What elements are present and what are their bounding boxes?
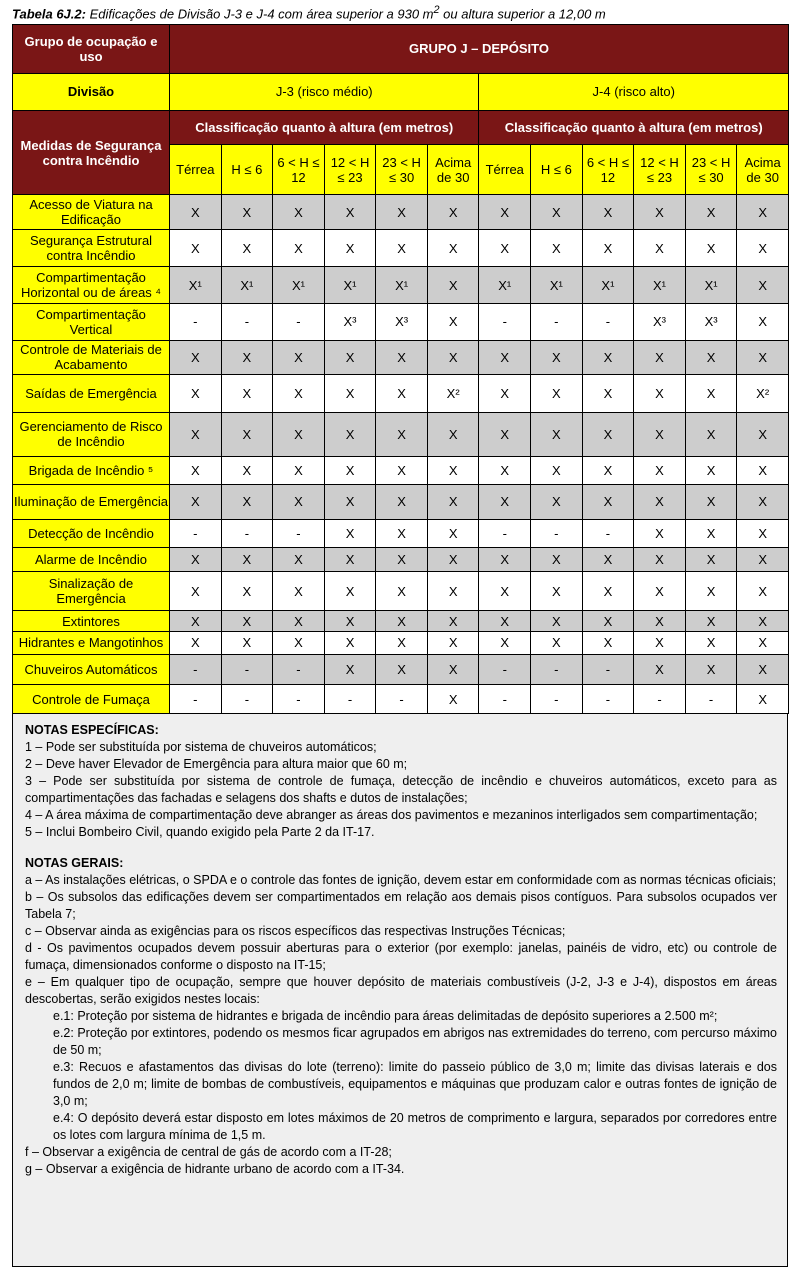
requirement-cell: X [273,484,325,520]
requirement-cell: X [737,457,789,484]
ocupacao-header: Grupo de ocupação e uso [13,25,170,74]
classificacao-header-j4: Classificação quanto à altura (em metros) [479,111,789,144]
requirement-cell: X [582,631,634,654]
table-row [13,340,789,375]
requirement-cell: - [221,304,273,341]
nota-geral-g: g – Observar a exigência de hidrante urbano de acordo com a IT-34. [25,1162,405,1176]
table-row [13,548,789,571]
requirement-cell: X [685,195,737,230]
height-header: 12 < H ≤ 23 [324,144,376,195]
requirement-cell: X [582,611,634,631]
grupo-header: GRUPO J – DEPÓSITO [170,25,789,74]
requirement-cell: X [273,571,325,611]
requirement-cell: X [324,548,376,571]
requirement-cell: X¹ [376,267,428,304]
requirement-cell: X [170,375,222,413]
requirement-cell: X [634,412,686,457]
requirement-cell: X [273,457,325,484]
requirement-cell: X [273,229,325,267]
requirement-cell: X [634,571,686,611]
requirement-cell: X [376,611,428,631]
requirement-cell: X [376,548,428,571]
row-label: Alarme de Incêndio [13,548,170,571]
height-header: 12 < H ≤ 23 [634,144,686,195]
row-label: Iluminação de Emergência [13,484,170,520]
requirement-cell: - [479,654,531,684]
requirement-cell: X [737,340,789,375]
notes-panel [12,714,788,1267]
requirement-cell: X [737,304,789,341]
requirement-cell: X [427,340,479,375]
row-label: Gerenciamento de Risco de Incêndio [13,412,170,457]
row-label: Compartimentação Vertical [13,304,170,341]
requirement-cell: X [273,412,325,457]
requirement-cell: - [273,654,325,684]
requirement-cell: X [634,195,686,230]
requirement-cell: - [221,654,273,684]
requirement-cell: X [273,611,325,631]
requirement-cell: X [582,548,634,571]
requirement-cell: X [685,457,737,484]
requirement-cell: X [582,340,634,375]
requirement-cell: X [324,484,376,520]
table-row [13,375,789,413]
nota-geral-c: c – Observar ainda as exigências para os riscos específicos das respectivas Instruções Técnicas; [25,924,566,938]
requirement-cell: X [376,520,428,548]
requirement-cell: X [324,571,376,611]
requirement-cell: X [685,631,737,654]
table-row [13,484,789,520]
requirement-cell: X [427,631,479,654]
requirement-cell: X [634,520,686,548]
requirement-cell: X [273,548,325,571]
requirement-cell: X [634,484,686,520]
requirement-cell: X [737,412,789,457]
requirement-cell: X [634,548,686,571]
height-header: Acima de 30 [737,144,789,195]
requirement-cell: X [221,457,273,484]
nota-geral-a: a – As instalações elétricas, o SPDA e o controle das fontes de ignição, devem estar em conformidade com as normas técnicas oficiais; [25,873,777,887]
requirement-cell: - [685,685,737,714]
requirement-cell: X [634,654,686,684]
requirement-cell: X [531,611,583,631]
table-row [13,654,789,684]
requirement-cell: X [531,631,583,654]
requirement-cell: X¹ [273,267,325,304]
table-row [13,520,789,548]
requirement-cell: X² [737,375,789,413]
requirement-cell: X [221,340,273,375]
requirement-cell: X [324,611,376,631]
requirement-cell: - [273,304,325,341]
nota-geral-b: b – Os subsolos das edificações devem ser compartimentados em relação aos demais pisos contíguos. Para subsolos ocupados ver Tabela 7; [25,890,777,921]
requirement-cell: X [737,548,789,571]
requirement-cell: X [479,631,531,654]
row-label: Saídas de Emergência [13,375,170,413]
requirement-cell: X [170,548,222,571]
notas-especificas-title: NOTAS ESPECÍFICAS: [25,723,159,737]
notas-gerais-title: NOTAS GERAIS: [25,856,124,870]
requirement-cell: X¹ [479,267,531,304]
requirement-cell: X [685,412,737,457]
requirement-cell: X [427,685,479,714]
requirement-cell: X [221,548,273,571]
table-row [13,571,789,611]
requirement-cell: - [376,685,428,714]
requirement-cell: X [273,631,325,654]
requirement-cell: X [531,484,583,520]
nota-geral-f: f – Observar a exigência de central de gás de acordo com a IT-28; [25,1145,392,1159]
caption-text: Edificações de Divisão J-3 e J-4 com área superior a 930 m [89,6,434,22]
requirement-cell: X¹ [324,267,376,304]
requirement-cell: X [737,611,789,631]
requirement-cell: X [427,412,479,457]
requirement-cell: X [427,484,479,520]
requirement-cell: X [531,571,583,611]
height-header: 23 < H ≤ 30 [376,144,428,195]
requirement-cell: X [170,195,222,230]
division-j3: J-3 (risco médio) [170,73,479,111]
requirement-cell: X³ [685,304,737,341]
nota-geral-e4: e.4: O depósito deverá estar disposto em lotes máximos de 20 metros de comprimento e largura, separados por corredores entre os lotes com largura mínima de 1,5 m. [53,1111,777,1142]
requirement-cell: X [376,571,428,611]
requirement-cell: - [170,654,222,684]
height-header: 6 < H ≤ 12 [582,144,634,195]
classificacao-header-j3: Classificação quanto à altura (em metros) [170,111,479,144]
requirement-cell: X¹ [531,267,583,304]
requirement-cell: X [737,195,789,230]
requirement-cell: X² [427,375,479,413]
requirement-cell: X [376,484,428,520]
nota-especifica-3: 3 – Pode ser substituída por sistema de controle de fumaça, detecção de incêndio e chuveiros automáticos, exceto para as compartimentações das fachadas e selagens dos shafts e dutos de instalações; [25,774,777,805]
requirement-cell: X [479,611,531,631]
requirement-cell: X [221,631,273,654]
requirement-cell: X [685,611,737,631]
requirement-cell: X [737,520,789,548]
requirement-cell: X [479,484,531,520]
requirement-cell: X [737,685,789,714]
requirement-cell: X [531,412,583,457]
height-header: H ≤ 6 [531,144,583,195]
caption-label: Tabela 6J.2: [12,6,86,22]
requirement-cell: X [170,340,222,375]
row-label: Controle de Materiais de Acabamento [13,340,170,375]
requirement-cell: X [479,195,531,230]
height-header: Térrea [479,144,531,195]
requirement-cell: X [376,654,428,684]
requirement-cell: - [273,520,325,548]
table-row [13,412,789,457]
requirement-cell: X¹ [634,267,686,304]
requirement-cell: - [273,685,325,714]
requirement-cell: X [634,340,686,375]
requirement-cell: X [324,520,376,548]
requirement-cell: - [531,685,583,714]
height-header: 23 < H ≤ 30 [685,144,737,195]
row-label: Detecção de Incêndio [13,520,170,548]
nota-geral-e3: e.3: Recuos e afastamentos das divisas do lote (terreno): limite do passeio público de 3,0 m; limite das divisas laterais e dos fundos de 2,0 m; limite de bombas de combustíveis, equipamentos e máquinas que produzam calor e outras fontes de ignição de 3,0 m; [53,1060,777,1108]
requirement-cell: X [170,571,222,611]
requirement-cell: X [273,375,325,413]
requirement-cell: X [170,484,222,520]
requirement-cell: X [376,229,428,267]
requirement-cell: X [531,457,583,484]
requirement-cell: - [170,304,222,341]
height-header: Térrea [170,144,222,195]
requirement-cell: X [685,375,737,413]
requirement-cell: X [221,195,273,230]
requirement-cell: - [531,304,583,341]
requirement-cell: X [221,375,273,413]
requirement-cell: X [427,457,479,484]
requirement-cell: X [737,631,789,654]
caption-sup: 2 [433,4,440,16]
requirement-cell: X [273,195,325,230]
requirement-cell: X [479,375,531,413]
nota-especifica-5: 5 – Inclui Bombeiro Civil, quando exigido pela Parte 2 da IT-17. [25,825,375,839]
requirement-cell: X [634,229,686,267]
requirement-cell: - [324,685,376,714]
requirement-cell: X [479,412,531,457]
requirement-cell: - [531,654,583,684]
requirement-cell: X [427,267,479,304]
requirement-cell: X [376,195,428,230]
requirement-cell: X [737,484,789,520]
requirement-cell: X [427,520,479,548]
requirement-cell: - [582,304,634,341]
requirement-cell: X [221,484,273,520]
requirement-cell: X [582,484,634,520]
requirement-cell: X [685,484,737,520]
requirement-cell: - [479,520,531,548]
requirement-cell: X [221,412,273,457]
row-label: Extintores [13,611,170,631]
table-row [13,304,789,341]
requirement-cell: X [582,195,634,230]
requirement-cell: X [324,375,376,413]
row-label: Acesso de Viatura na Edificação [13,195,170,230]
row-label: Chuveiros Automáticos [13,654,170,684]
requirement-cell: X [531,229,583,267]
requirement-cell: X [324,340,376,375]
requirement-cell: X [170,457,222,484]
requirement-cell: X [634,611,686,631]
requirement-cell: X [221,611,273,631]
caption-tail: ou altura superior a 12,00 m [439,6,606,22]
requirement-cell: X³ [634,304,686,341]
requirement-cell: - [221,685,273,714]
row-label: Brigada de Incêndio ⁵ [13,457,170,484]
requirement-cell: X [531,340,583,375]
table-row [13,631,789,654]
requirement-cell: X [634,457,686,484]
requirement-cell: X [737,571,789,611]
row-label: Controle de Fumaça [13,685,170,714]
requirement-cell: X¹ [170,267,222,304]
requirement-cell: X [324,631,376,654]
requirement-cell: X [479,340,531,375]
requirement-cell: X [376,412,428,457]
requirement-cell: X [737,654,789,684]
requirement-cell: X [170,631,222,654]
height-header: 6 < H ≤ 12 [273,144,325,195]
requirement-cell: X [324,654,376,684]
table-row [13,229,789,267]
requirement-cell: X [427,571,479,611]
requirement-cell: X [479,571,531,611]
requirement-cell: X [685,548,737,571]
requirement-cell: - [170,685,222,714]
requirement-cell: X [582,375,634,413]
requirement-cell: X [170,229,222,267]
requirement-cell: X [685,520,737,548]
requirement-cell: X [376,631,428,654]
requirement-cell: X [376,375,428,413]
requirement-cell: X [582,571,634,611]
requirement-cell: - [479,685,531,714]
requirement-cell: - [634,685,686,714]
row-label: Compartimentação Horizontal ou de áreas ⁴ [13,267,170,304]
requirement-cell: X [479,548,531,571]
requirement-cell: X [324,457,376,484]
row-label: Segurança Estrutural contra Incêndio [13,229,170,267]
requirement-cell: X [324,195,376,230]
requirement-cell: X [376,340,428,375]
requirement-cell: X [324,229,376,267]
requirement-cell: X [531,375,583,413]
table-row [13,267,789,304]
requirement-cell: X [582,457,634,484]
requirement-cell: X [685,340,737,375]
requirement-cell: X [427,229,479,267]
requirement-cell: X¹ [582,267,634,304]
requirement-cell: X [582,412,634,457]
requirement-cell: X [479,229,531,267]
requirement-cell: X [170,412,222,457]
requirement-cell: X [531,195,583,230]
requirement-cell: X [685,571,737,611]
requirement-cell: X [634,631,686,654]
row-label: Hidrantes e Mangotinhos [13,631,170,654]
requirement-cell: X [221,229,273,267]
requirement-cell: X [479,457,531,484]
requirement-cell: - [582,520,634,548]
nota-geral-e1: e.1: Proteção por sistema de hidrantes e brigada de incêndio para áreas delimitadas de depósito superiores a 2.500 m²; [53,1009,718,1023]
table-row [13,611,789,631]
requirement-cell: - [170,520,222,548]
height-header: H ≤ 6 [221,144,273,195]
medidas-header: Medidas de Segurança contra Incêndio [13,111,170,195]
requirement-cell: X [427,654,479,684]
table-row [13,457,789,484]
nota-especifica-4: 4 – A área máxima de compartimentação deve abranger as áreas dos pavimentos e mezaninos interligados sem compartimentação; [25,808,758,822]
requirement-cell: X [737,229,789,267]
requirement-cell: X [221,571,273,611]
requirement-cell: - [531,520,583,548]
requirements-table [12,24,789,714]
height-header: Acima de 30 [427,144,479,195]
row-label: Sinalização de Emergência [13,571,170,611]
requirement-cell: X [170,611,222,631]
divisao-header: Divisão [13,73,170,111]
nota-especifica-2: 2 – Deve haver Elevador de Emergência para altura maior que 60 m; [25,757,408,771]
table-caption [12,4,792,22]
table-row [13,685,789,714]
requirement-cell: - [221,520,273,548]
requirement-cell: X [685,229,737,267]
requirement-cell: X [427,548,479,571]
table-row [13,195,789,230]
requirement-cell: X [324,412,376,457]
requirement-cell: X [427,304,479,341]
requirement-cell: X³ [324,304,376,341]
requirement-cell: X [737,267,789,304]
division-j4: J-4 (risco alto) [479,73,789,111]
requirement-cell: X¹ [685,267,737,304]
nota-geral-e2: e.2: Proteção por extintores, podendo os mesmos ficar agrupados em abrigos nas extremidades do terreno, com percurso máximo de 50 m; [53,1026,777,1057]
requirement-cell: X [427,611,479,631]
nota-geral-d: d - Os pavimentos ocupados devem possuir aberturas para o exterior (por exemplo: janelas, painéis de vidro, etc) ou controle de fumaça, dimensionados conforme o disposto na IT-15; [25,941,777,972]
requirement-cell: X [273,340,325,375]
requirement-cell: - [582,685,634,714]
requirement-cell: X [376,457,428,484]
nota-geral-e: e – Em qualquer tipo de ocupação, sempre que houver depósito de materiais combustíveis (J-2, J-3 e J-4), dispostos em áreas descobertas, serão exigidos nestes locais: [25,975,777,1006]
requirement-cell: X³ [376,304,428,341]
requirement-cell: X [531,548,583,571]
requirement-cell: X [427,195,479,230]
requirement-cell: X [685,654,737,684]
requirement-cell: X [634,375,686,413]
requirement-cell: X¹ [221,267,273,304]
requirement-cell: - [582,654,634,684]
requirement-cell: X [582,229,634,267]
nota-especifica-1: 1 – Pode ser substituída por sistema de chuveiros automáticos; [25,740,377,754]
requirement-cell: - [479,304,531,341]
